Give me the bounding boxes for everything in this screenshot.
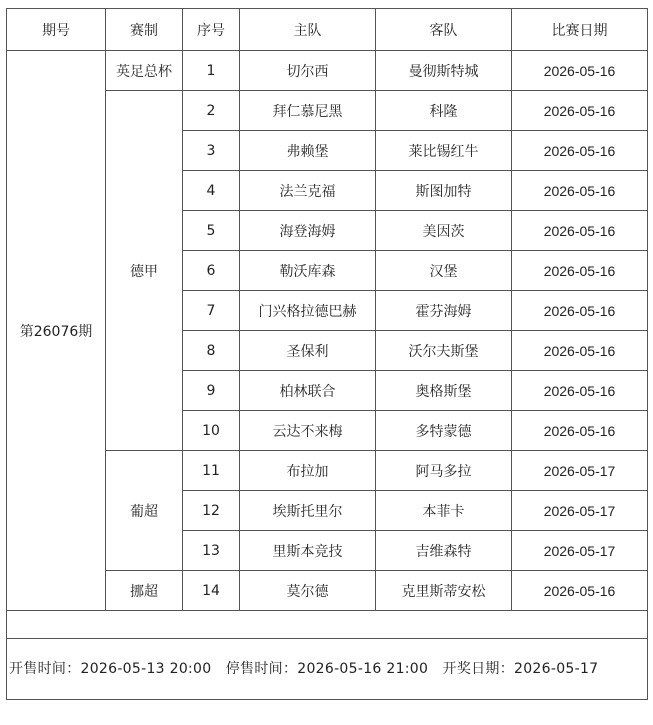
header-issue: 期号: [7, 9, 106, 51]
match-schedule-table: [6, 8, 648, 700]
seq-cell: 5: [183, 211, 240, 251]
header-row: [7, 9, 648, 51]
seq-cell: 3: [183, 131, 240, 171]
match-date-cell: 2026-05-16: [512, 571, 648, 611]
league-cell: 德甲: [106, 91, 183, 451]
away-team-cell: 汉堡: [376, 251, 512, 291]
match-date-cell: 2026-05-16: [512, 251, 648, 291]
match-date-cell: 2026-05-16: [512, 91, 648, 131]
seq-cell: 1: [183, 51, 240, 91]
league-cell: 英足总杯: [106, 51, 183, 91]
away-team-cell: 曼彻斯特城: [376, 51, 512, 91]
seq-cell: 13: [183, 531, 240, 571]
seq-cell: 8: [183, 331, 240, 371]
home-team-cell: 布拉加: [240, 451, 376, 491]
home-team-cell: 拜仁慕尼黑: [240, 91, 376, 131]
seq-cell: 7: [183, 291, 240, 331]
home-team-cell: 门兴格拉德巴赫: [240, 291, 376, 331]
seq-cell: 11: [183, 451, 240, 491]
seq-cell: 14: [183, 571, 240, 611]
home-team-cell: 莫尔德: [240, 571, 376, 611]
seq-cell: 10: [183, 411, 240, 451]
match-date-cell: 2026-05-16: [512, 171, 648, 211]
home-team-cell: 埃斯托里尔: [240, 491, 376, 531]
home-team-cell: 云达不来梅: [240, 411, 376, 451]
league-cell: 葡超: [106, 451, 183, 571]
match-date-cell: 2026-05-17: [512, 491, 648, 531]
issue-cell: 第26076期: [7, 51, 106, 611]
home-team-cell: 勒沃库森: [240, 251, 376, 291]
away-team-cell: 克里斯蒂安松: [376, 571, 512, 611]
match-date-cell: 2026-05-16: [512, 371, 648, 411]
blank-row: [7, 611, 648, 639]
home-team-cell: 圣保利: [240, 331, 376, 371]
away-team-cell: 科隆: [376, 91, 512, 131]
header-league: 赛制: [106, 9, 183, 51]
home-team-cell: 里斯本竞技: [240, 531, 376, 571]
home-team-cell: 法兰克福: [240, 171, 376, 211]
away-team-cell: 美因茨: [376, 211, 512, 251]
sale-info-text: 开售时间：2026-05-13 20:00 停售时间：2026-05-16 21:00 开奖日期：2026-05-17: [7, 639, 648, 700]
header-home: 主队: [240, 9, 376, 51]
away-team-cell: 斯图加特: [376, 171, 512, 211]
home-team-cell: 弗赖堡: [240, 131, 376, 171]
home-team-cell: 切尔西: [240, 51, 376, 91]
match-date-cell: 2026-05-17: [512, 451, 648, 491]
match-date-cell: 2026-05-16: [512, 211, 648, 251]
match-date-cell: 2026-05-16: [512, 411, 648, 451]
away-team-cell: 奥格斯堡: [376, 371, 512, 411]
match-date-cell: 2026-05-16: [512, 331, 648, 371]
away-team-cell: 莱比锡红牛: [376, 131, 512, 171]
seq-cell: 4: [183, 171, 240, 211]
header-away: 客队: [376, 9, 512, 51]
home-team-cell: 柏林联合: [240, 371, 376, 411]
footer-row: [7, 639, 648, 700]
away-team-cell: 沃尔夫斯堡: [376, 331, 512, 371]
blank-cell: [7, 611, 648, 639]
seq-cell: 2: [183, 91, 240, 131]
table-row: [7, 51, 648, 91]
match-date-cell: 2026-05-16: [512, 291, 648, 331]
away-team-cell: 阿马多拉: [376, 451, 512, 491]
seq-cell: 9: [183, 371, 240, 411]
away-team-cell: 吉维森特: [376, 531, 512, 571]
match-date-cell: 2026-05-17: [512, 531, 648, 571]
league-cell: 挪超: [106, 571, 183, 611]
home-team-cell: 海登海姆: [240, 211, 376, 251]
seq-cell: 12: [183, 491, 240, 531]
away-team-cell: 霍芬海姆: [376, 291, 512, 331]
away-team-cell: 多特蒙德: [376, 411, 512, 451]
header-date: 比赛日期: [512, 9, 648, 51]
away-team-cell: 本菲卡: [376, 491, 512, 531]
seq-cell: 6: [183, 251, 240, 291]
header-seq: 序号: [183, 9, 240, 51]
match-date-cell: 2026-05-16: [512, 51, 648, 91]
match-date-cell: 2026-05-16: [512, 131, 648, 171]
